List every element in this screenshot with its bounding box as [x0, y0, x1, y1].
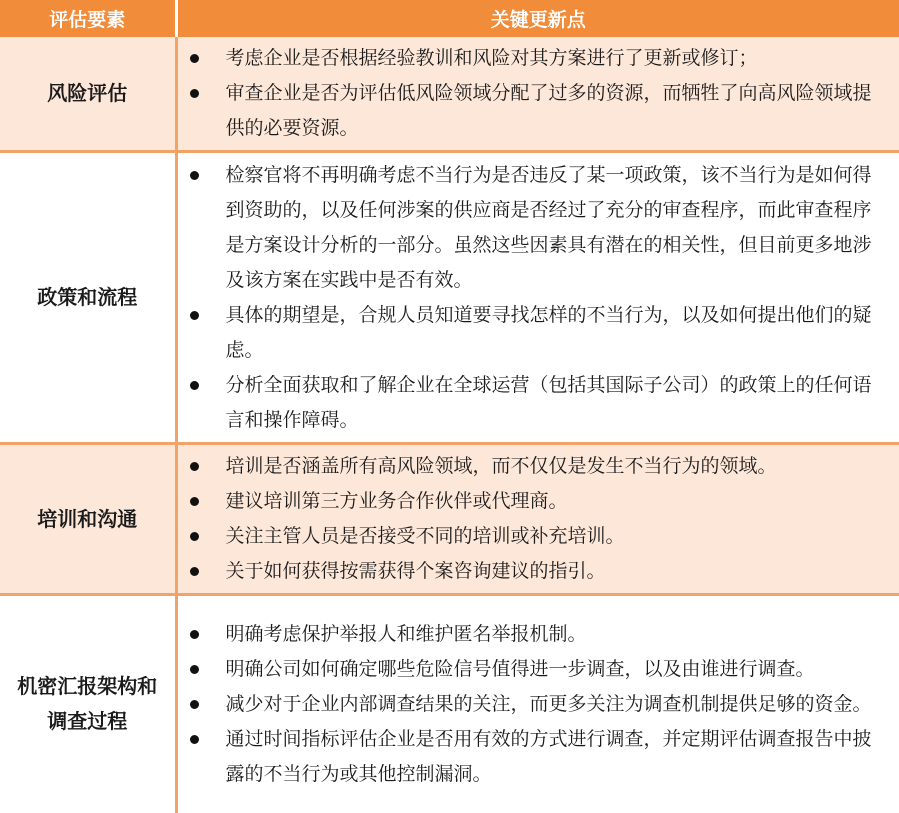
list-item — [186, 368, 890, 438]
factor-cell: 政策和流程 — [0, 152, 176, 444]
table-row — [0, 152, 899, 444]
point-text: 关注主管人员是否接受不同的培训或补充培训。 — [225, 525, 625, 547]
point-text: 考虑企业是否根据经验教训和风险对其方案进行了更新或修订； — [225, 47, 758, 69]
points-list — [186, 41, 890, 146]
bullet-icon — [190, 381, 199, 390]
list-item — [186, 554, 890, 589]
bullet-icon — [190, 462, 199, 471]
bullet-icon — [190, 700, 199, 709]
factor-cell: 培训和沟通 — [0, 444, 176, 595]
list-item — [186, 722, 890, 792]
points-cell — [176, 595, 899, 813]
list-item — [186, 617, 890, 652]
point-text: 培训是否涵盖所有高风险领域，而不仅仅是发生不当行为的领域。 — [225, 455, 777, 477]
list-item — [186, 298, 890, 368]
point-text: 具体的期望是，合规人员知道要寻找怎样的不当行为，以及如何提出他们的疑虑。 — [225, 303, 872, 361]
bullet-icon — [190, 532, 199, 541]
table-row — [0, 595, 899, 813]
bullet-icon — [190, 54, 199, 63]
bullet-icon — [190, 497, 199, 506]
list-item — [186, 158, 890, 298]
bullet-icon — [190, 311, 199, 320]
header-factor: 评估要素 — [0, 0, 176, 37]
point-text: 关于如何获得按需获得个案咨询建议的指引。 — [225, 560, 606, 582]
points-cell — [176, 444, 899, 595]
factor-cell: 风险评估 — [0, 37, 176, 152]
points-cell — [176, 152, 899, 444]
point-text: 建议培训第三方业务合作伙伴或代理商。 — [225, 490, 568, 512]
points-list — [186, 158, 890, 438]
table-header — [0, 0, 899, 37]
point-text: 通过时间指标评估企业是否用有效的方式进行调查，并定期评估调查报告中披露的不当行为或其他控制漏洞。 — [225, 727, 872, 785]
table-row — [0, 37, 899, 152]
factor-cell: 机密汇报架构和调查过程 — [0, 595, 176, 813]
bullet-icon — [190, 630, 199, 639]
list-item — [186, 519, 890, 554]
bullet-icon — [190, 89, 199, 98]
bullet-icon — [190, 171, 199, 180]
list-item — [186, 484, 890, 519]
list-item — [186, 449, 890, 484]
list-item — [186, 76, 890, 146]
points-cell — [176, 37, 899, 152]
table-row — [0, 444, 899, 595]
bullet-icon — [190, 665, 199, 674]
list-item — [186, 687, 890, 722]
point-text: 分析全面获取和了解企业在全球运营（包括其国际子公司）的政策上的任何语言和操作障碍。 — [225, 373, 872, 431]
point-text: 明确考虑保护举报人和维护匿名举报机制。 — [225, 622, 587, 645]
bullet-icon — [190, 735, 199, 744]
list-item — [186, 652, 890, 687]
header-key-points: 关键更新点 — [176, 0, 899, 37]
bullet-icon — [190, 567, 199, 576]
point-text: 审查企业是否为评估低风险领域分配了过多的资源，而牺牲了向高风险领域提供的必要资源。 — [225, 82, 872, 139]
points-list — [186, 449, 890, 589]
point-text: 减少对于企业内部调查结果的关注，而更多关注为调查机制提供足够的资金。 — [225, 692, 872, 715]
points-list — [186, 617, 890, 792]
point-text: 明确公司如何确定哪些危险信号值得进一步调查，以及由谁进行调查。 — [225, 657, 815, 680]
list-item — [186, 41, 890, 76]
point-text: 检察官将不再明确考虑不当行为是否违反了某一项政策，该不当行为是如何得到资助的，以及任何涉案的供应商是否经过了充分的审查程序，而此审查程序是方案设计分析的一部分。虽然这些因素具有潜在的相关性，但目前更多地涉及该方案在实践中是否有效。 — [225, 163, 872, 291]
